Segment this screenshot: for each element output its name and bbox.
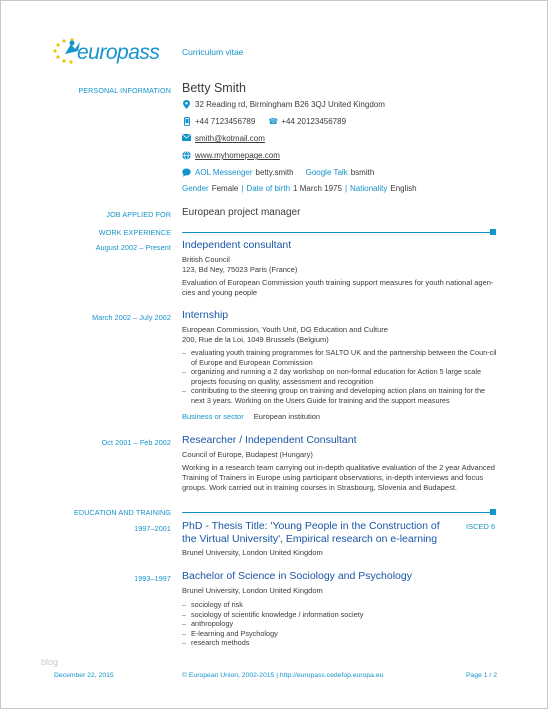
job-applied-label: JOB APPLIED FOR [106, 210, 171, 219]
education-bullets [182, 600, 482, 648]
job-applied-value: European project manager [182, 207, 301, 218]
website-link[interactable]: www.myhomepage.com [195, 151, 280, 160]
work-title: Researcher / Independent Consultant [182, 434, 357, 446]
mobile-number[interactable]: +44 7123456789 [195, 117, 256, 126]
org-line: European Commission, Youth Unit, DG Education and Culture [182, 325, 388, 334]
education-title: PhD - Thesis Title: 'Young People in the Construction of the Virtual University', Empirical research on e-learning [182, 520, 440, 545]
work-dates: August 2002 – Present [95, 243, 171, 252]
list-item: – E-learning and Psychology [182, 629, 482, 639]
google-talk-label: Google Talk [305, 168, 348, 177]
chat-bubble-icon [182, 168, 191, 177]
work-title: Internship [182, 309, 229, 321]
divider-end-marker [490, 229, 496, 235]
mobile-phone-icon [182, 117, 191, 126]
education-dates: 1993–1997 [134, 574, 171, 583]
section-divider [182, 512, 495, 513]
work-dates: March 2002 – July 2002 [92, 313, 171, 322]
list-item: – sociology of risk [182, 600, 482, 610]
section-divider [182, 232, 495, 233]
divider-end-marker [490, 509, 496, 515]
nationality-label: Nationality [350, 184, 388, 193]
work-experience-label: WORK EXPERIENCE [98, 228, 171, 237]
footer-date: December 22, 2015 [54, 672, 114, 679]
website-row [182, 151, 280, 160]
list-item: – anthropology [182, 619, 482, 629]
work-description: Working in a research team carrying out in-depth qualitative evaluation of the 2 year Advanced Training of Trainers in Europe using participant observations, in-depth interviews and focus groups. Work carried out in training courses in Strasbourg, Slovenia and Budapest. [182, 463, 495, 492]
work-title: Independent consultant [182, 239, 292, 251]
work-org [182, 255, 502, 275]
list-item: – sociology of scientific knowledge / information society [182, 610, 482, 620]
messenger-row [182, 168, 374, 177]
logo-text: europass [77, 41, 160, 64]
page-number: Page 1 / 2 [466, 672, 497, 679]
dob-value: 1 March 1975 [293, 184, 342, 193]
aol-label: AOL Messenger [195, 168, 253, 177]
isced-level: ISCED 6 [466, 522, 496, 531]
cv-label: Curriculum vitae [182, 47, 244, 57]
sector-label: Business or sector [182, 412, 244, 421]
google-talk-value: bsmith [350, 168, 375, 177]
gender-value: Female [211, 184, 239, 193]
work-bullets [182, 348, 500, 405]
list-item: – evaluating youth training programmes for SALTO UK and the partnership between the Coun-cil of Europe and European Commission [182, 348, 500, 367]
globe-icon [182, 151, 191, 160]
education-dates: 1997–2001 [134, 524, 171, 533]
separator: | [344, 184, 348, 193]
education-label: EDUCATION AND TRAINING [74, 508, 171, 517]
watermark: blog [41, 657, 59, 667]
dob-label: Date of birth [246, 184, 291, 193]
sector-value: European institution [253, 412, 321, 421]
email-link[interactable]: smith@kotmail.com [195, 134, 265, 143]
org-line: 200, Rue de la Loi, 1049 Brussels (Belgium) [182, 335, 329, 344]
education-org: Brunel University, London United Kingdom [182, 548, 323, 557]
phone-number[interactable]: +44 20123456789 [281, 117, 347, 126]
aol-value: betty.smith [255, 168, 294, 177]
location-pin-icon [182, 100, 191, 109]
org-line: British Council [182, 255, 230, 264]
email-envelope-icon [182, 134, 191, 143]
europass-logo [51, 35, 171, 69]
list-item: – organizing and running a 2 day workshop on non-formal education for Action 5 large scale projects focusing on quality, assessment and recognition [182, 367, 500, 386]
education-org: Brunel University, London United Kingdom [182, 586, 323, 595]
separator: | [241, 184, 244, 193]
phone-row [182, 117, 346, 126]
email-row [182, 134, 265, 143]
work-dates: Oct 2001 – Feb 2002 [101, 438, 171, 447]
org-line: 123, Bd Ney, 75023 Paris (France) [182, 265, 298, 274]
work-org [182, 325, 502, 345]
nationality-value: English [390, 184, 417, 193]
list-item: – research methods [182, 638, 482, 648]
footer-copyright[interactable]: © European Union, 2002-2015 | http://europass.cedefop.europa.eu [182, 672, 384, 679]
telephone-icon: ☎ [268, 117, 279, 126]
work-org: Council of Europe, Budapest (Hungary) [182, 450, 313, 459]
gender-label: Gender [182, 184, 209, 193]
work-description: Evaluation of European Commission youth training support measures for youth national agen-cies and young people [182, 278, 494, 297]
list-item: – contributing to the steering group on training and developing action plans on training for the next 3 years. Working on the Users Guide for training and the support measures [182, 386, 500, 405]
address-row [182, 100, 385, 109]
person-name: Betty Smith [182, 81, 246, 95]
sector-row [182, 412, 320, 422]
personal-info-label: PERSONAL INFORMATION [78, 86, 171, 95]
address-text: 32 Reading rd, Birmingham B26 3QJ United Kingdom [195, 100, 385, 109]
personal-details-row [182, 184, 417, 193]
education-title: Bachelor of Science in Sociology and Psychology [182, 570, 412, 582]
